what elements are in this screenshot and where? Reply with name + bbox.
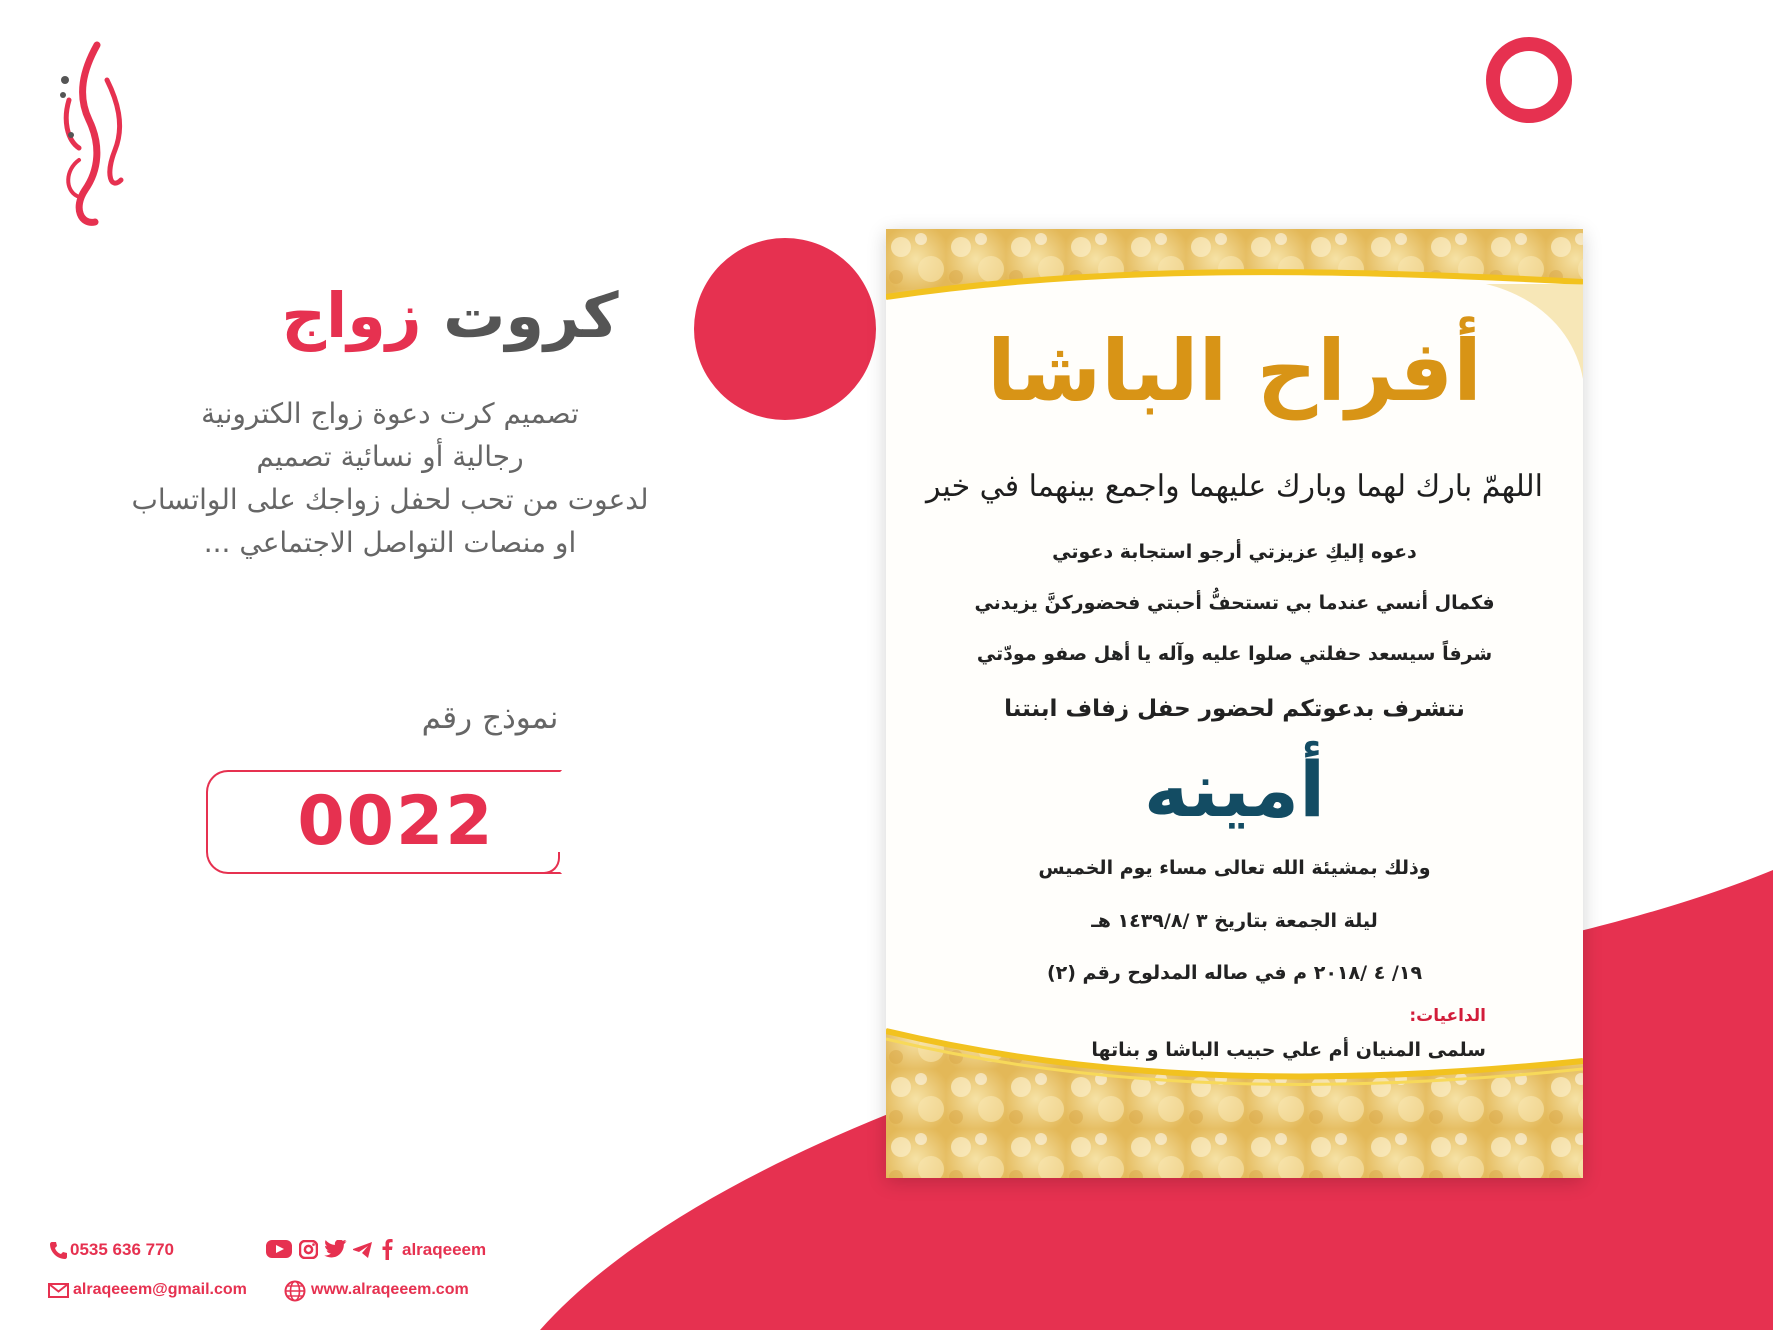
card-poem-line: دعوه إليكِ عزيزتي أرجو استجابة دعوتي <box>1052 541 1417 563</box>
globe-icon <box>284 1280 306 1302</box>
card-hosts-names: سلمى المنيان أم علي حبيب الباشا و بناتها <box>1091 1039 1486 1061</box>
model-label: نموذج رقم <box>421 700 559 736</box>
card-title: أفراح الباشا <box>987 322 1482 420</box>
card-verse: اللهمّ بارك لهما وبارك عليهما واجمع بينهما في خير <box>926 469 1543 504</box>
card-hosts-label: الداعيات: <box>1409 1006 1486 1026</box>
card-detail-line: ١٩/ ٤ /٢٠١٨ م في صاله المدلوح رقم (٢) <box>1046 962 1423 984</box>
email-address[interactable]: alraqeeem@gmail.com <box>73 1281 247 1298</box>
card-poem-line: شرفاً سيسعد حفلتي صلوا عليه وآله يا أهل صفو مودّتي <box>976 643 1493 665</box>
website-link[interactable]: www.alraqeeem.com <box>311 1281 469 1298</box>
model-number: 0022 <box>297 782 495 861</box>
description-line: تصميم كرت دعوة زواج الكترونية <box>201 397 579 430</box>
twitter-icon[interactable] <box>324 1240 348 1259</box>
facebook-icon[interactable] <box>381 1238 393 1260</box>
card-detail-line: ليلة الجمعة بتاريخ ٣ /١٤٣٩/٨ هـ <box>1091 910 1378 932</box>
description-line: او منصات التواصل الاجتماعي ... <box>203 526 577 559</box>
title-word-wedding: زواج <box>281 279 422 352</box>
social-handle[interactable]: alraqeeem <box>402 1240 487 1259</box>
card-poem-line: فكمال أنسي عندما بي تستحفُّ أحبتي فحضوركنَّ يزيدني <box>974 592 1495 614</box>
telegram-icon[interactable] <box>352 1241 373 1259</box>
red-ring-shape <box>1493 44 1565 116</box>
card-invite-line: نتشرف بدعوتكم لحضور حفل زفاف ابنتنا <box>1004 696 1465 722</box>
invitation-card <box>886 229 1583 1178</box>
email-icon <box>48 1283 69 1298</box>
title-word-cards: كروت <box>443 279 619 352</box>
phone-number[interactable]: 0535 636 770 <box>70 1240 174 1259</box>
card-detail-line: وذلك بمشيئة الله تعالى مساء يوم الخميس <box>1038 857 1431 879</box>
description-line: لدعوت من تحب لحفل زواجك على الواتساب <box>131 483 649 516</box>
page-title <box>140 279 760 352</box>
description-line: رجالية أو نسائية تصميم <box>256 440 524 473</box>
instagram-icon[interactable] <box>299 1240 318 1259</box>
youtube-icon[interactable] <box>266 1239 292 1259</box>
description <box>90 392 690 564</box>
calligraphy-logo-icon <box>55 40 135 230</box>
phone-icon <box>48 1240 68 1260</box>
card-bride-name: أمينه <box>1143 745 1326 834</box>
